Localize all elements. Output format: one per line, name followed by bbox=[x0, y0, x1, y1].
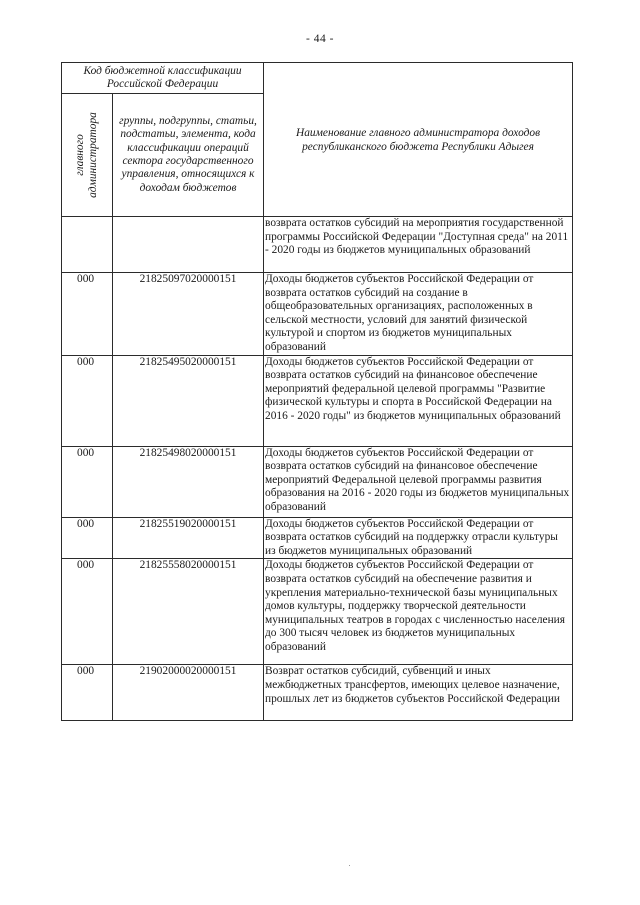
scan-speck bbox=[349, 865, 350, 866]
admin-code-cell: 000 bbox=[62, 355, 113, 446]
admin-code-cell: 000 bbox=[62, 559, 113, 665]
table-row bbox=[62, 217, 573, 273]
table-row bbox=[62, 355, 573, 446]
admin-code-cell bbox=[62, 217, 113, 273]
classification-code-cell: 21902000020000151 bbox=[113, 665, 264, 721]
table-row bbox=[62, 559, 573, 665]
admin-code-cell: 000 bbox=[62, 517, 113, 559]
description-cell: возврата остатков субсидий на мероприятия государственной программы Российской Федерации "Доступная среда" на 2011 - 2020 годы из бюджетов муниципальных образований bbox=[264, 217, 573, 273]
description-cell: Доходы бюджетов субъектов Российской Федерации от возврата остатков субсидий на поддержку отрасли культуры из бюджетов муниципальных образований bbox=[264, 517, 573, 559]
description-cell: Доходы бюджетов субъектов Российской Федерации от возврата остатков субсидий на финансовое обеспечение мероприятий федеральной целевой программы "Развитие физической культуры и спорта в Российской Федерации на 2016 - 2020 годы" из бюджетов муниципальных образований bbox=[264, 355, 573, 446]
header-classification-code: группы, подгруппы, статьи, подстатьи, элемента, кода классификации операций сектора государственного управления, относящихся к доходам бюджетов bbox=[113, 94, 264, 217]
description-cell: Доходы бюджетов субъектов Российской Федерации от возврата остатков субсидий на финансовое обеспечение мероприятий Федеральной целевой программы развития образования на 2016 - 2020 годы из бюджетов муниципальных образований bbox=[264, 446, 573, 517]
admin-code-cell: 000 bbox=[62, 273, 113, 356]
description-cell: Возврат остатков субсидий, субвенций и иных межбюджетных трансфертов, имеющих целевое назначение, прошлых лет из бюджетов субъектов Российской Федерации bbox=[264, 665, 573, 721]
admin-code-cell: 000 bbox=[62, 446, 113, 517]
description-cell: Доходы бюджетов субъектов Российской Федерации от возврата остатков субсидий на обеспечение развития и укрепления материально-технической базы муниципальных домов культуры, поддержку творческой деятельности муниципальных театров в городах с численностью населения до 300 тысяч человек из бюджетов муниципальных образований bbox=[264, 559, 573, 665]
classification-code-cell bbox=[113, 217, 264, 273]
classification-code-cell: 21825519020000151 bbox=[113, 517, 264, 559]
budget-classification-table bbox=[61, 62, 573, 721]
classification-code-cell: 21825498020000151 bbox=[113, 446, 264, 517]
admin-code-cell: 000 bbox=[62, 665, 113, 721]
table-row bbox=[62, 665, 573, 721]
header-admin-code-cell bbox=[62, 94, 113, 217]
table-row bbox=[62, 517, 573, 559]
header-admin-code: главного администратора bbox=[74, 112, 99, 198]
classification-code-cell: 21825495020000151 bbox=[113, 355, 264, 446]
classification-code-cell: 21825097020000151 bbox=[113, 273, 264, 356]
table-row bbox=[62, 446, 573, 517]
header-classification-code-group: Код бюджетной классификации Российской Федерации bbox=[62, 63, 264, 94]
classification-code-cell: 21825558020000151 bbox=[113, 559, 264, 665]
table-row bbox=[62, 273, 573, 356]
description-cell: Доходы бюджетов субъектов Российской Федерации от возврата остатков субсидий на создание в общеобразовательных организациях, расположенных в сельской местности, условий для занятий физической культурой и спортом из бюджетов муниципальных образований bbox=[264, 273, 573, 356]
header-administrator-name: Наименование главного администратора доходов республиканского бюджета Республики Адыгея bbox=[264, 63, 573, 217]
page-number: - 44 - bbox=[306, 33, 334, 45]
